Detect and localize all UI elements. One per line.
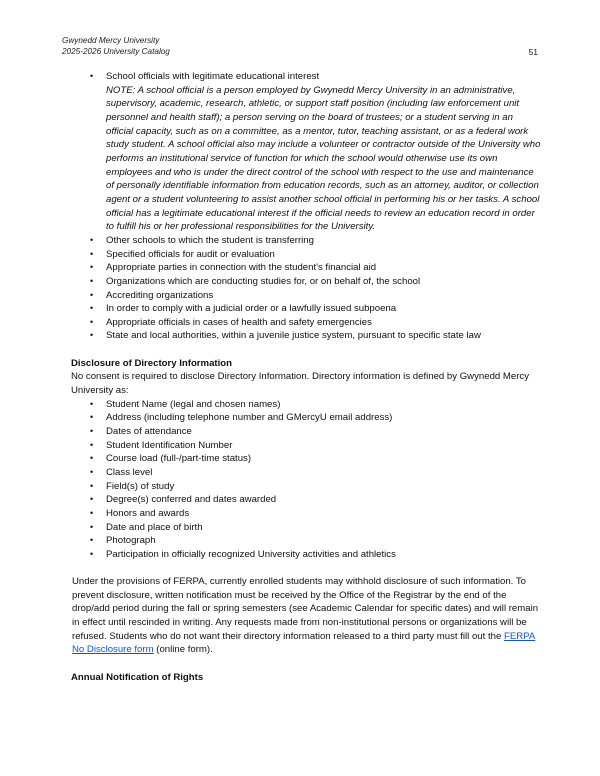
list-item bbox=[71, 439, 541, 453]
list-item bbox=[71, 480, 541, 494]
bullet-icon: • bbox=[90, 316, 94, 327]
list-item-label: Field(s) of study bbox=[106, 480, 175, 492]
list-item bbox=[71, 452, 541, 466]
directory-list bbox=[71, 398, 541, 562]
bullet-icon: • bbox=[90, 548, 94, 559]
list-item-label: Student Identification Number bbox=[106, 439, 233, 451]
list-item bbox=[71, 534, 541, 548]
list-item bbox=[71, 70, 541, 234]
list-item bbox=[71, 275, 541, 289]
bullet-icon: • bbox=[90, 289, 94, 300]
list-item bbox=[71, 466, 541, 480]
list-item-label: Other schools to which the student is transferring bbox=[106, 234, 314, 246]
bullet-icon: • bbox=[90, 71, 94, 81]
bullet-icon: • bbox=[90, 330, 94, 341]
spacer bbox=[71, 562, 541, 576]
list-item bbox=[71, 316, 541, 330]
list-item-label: School officials with legitimate educational interest bbox=[106, 71, 320, 82]
list-item-label: Course load (full-/part-time status) bbox=[106, 453, 252, 465]
list-item-label: Specified officials for audit or evaluation bbox=[106, 248, 275, 260]
bullet-icon: • bbox=[90, 439, 94, 450]
list-item-label: Photograph bbox=[106, 535, 156, 547]
list-item bbox=[71, 507, 541, 521]
ferpa-paragraph bbox=[71, 575, 541, 657]
bullet-icon: • bbox=[90, 480, 94, 491]
header-institution: Gwynedd Mercy University bbox=[62, 36, 160, 45]
page-number: 51 bbox=[528, 46, 538, 57]
list-item-label: Participation in officially recognized University activities and athletics bbox=[106, 548, 396, 560]
bullet-icon: • bbox=[90, 303, 94, 314]
directory-intro: No consent is required to disclose Directory Information. Directory information is defined by Gwynedd Mercy University as: bbox=[71, 371, 530, 397]
list-item-label: Appropriate officials in cases of health and safety emergencies bbox=[106, 316, 372, 328]
bullet-icon: • bbox=[90, 412, 94, 423]
bullet-icon: • bbox=[90, 248, 94, 259]
school-official-note: NOTE: A school official is a person employed by Gwynedd Mercy University in an administrative, supervisory, academic, research, athletic, or support staff position (including law enforcement unit personnel and health staff); a person serving on the board of trustees; or a student serving in an official capacity, such as on a committee, as a mentor, tutor, teaching assistant, or as a federal work study student. A school official also may include a volunteer or contractor outside of the University who performs an institutional service of function for which the school would otherwise use its own employees and who is under the direct control of the school with respect to the use and maintenance of personally identifiable information from education records, such as an attorney, auditor, or collection agent or a student volunteering to assist another school official in performing his or her tasks. A school official has a legitimate educational interest if the official needs to review an education record in order to fulfill his or her professional responsibilities for the University. bbox=[106, 84, 541, 233]
list-item bbox=[71, 234, 541, 248]
bullet-icon: • bbox=[90, 262, 94, 273]
ferpa-text: Under the provisions of FERPA, currently enrolled students may withhold disclosure of such information. To prevent disclosure, written notification must be received by the Office of the Registrar by the end of the drop/add period during the fall or spring semesters (see Academic Calendar for specific dates) and will remain in effect until rescinded in writing. Any requests made from non-institutional persons or organizations will be refused. Students who do not want their directory information released to a third party must fill out the bbox=[72, 576, 539, 642]
list-item bbox=[71, 493, 541, 507]
bullet-icon: • bbox=[90, 426, 94, 436]
list-item bbox=[71, 548, 541, 562]
bullet-icon: • bbox=[90, 494, 94, 505]
list-item-label: Class level bbox=[106, 466, 153, 478]
list-item-label: Dates of attendance bbox=[106, 426, 192, 437]
bullet-icon: • bbox=[90, 466, 94, 477]
disclosure-list bbox=[71, 70, 541, 343]
list-item bbox=[71, 521, 541, 535]
bullet-icon: • bbox=[90, 398, 94, 409]
bullet-icon: • bbox=[90, 507, 94, 518]
list-item bbox=[71, 329, 541, 343]
list-item bbox=[71, 302, 541, 316]
bullet-icon: • bbox=[90, 453, 94, 464]
list-item-label: Appropriate parties in connection with the student's financial aid bbox=[106, 262, 377, 274]
list-item bbox=[71, 261, 541, 275]
list-item bbox=[71, 398, 541, 412]
list-item-label: Organizations which are conducting studies for, or on behalf of, the school bbox=[106, 275, 421, 287]
bullet-icon: • bbox=[90, 521, 94, 532]
list-item-label: Address (including telephone number and GMercyU email address) bbox=[106, 412, 393, 424]
section-heading-annual: Annual Notification of Rights bbox=[71, 671, 204, 683]
list-item-label: Student Name (legal and chosen names) bbox=[106, 398, 281, 410]
list-item bbox=[71, 411, 541, 425]
list-item bbox=[71, 425, 541, 439]
list-item-label: In order to comply with a judicial order or a lawfully issued subpoena bbox=[106, 303, 397, 315]
page-content bbox=[71, 70, 541, 684]
ferpa-text-after: (online form). bbox=[153, 644, 213, 656]
page-header bbox=[62, 36, 538, 57]
section-heading-directory: Disclosure of Directory Information bbox=[71, 357, 232, 369]
header-catalog: 2025-2026 University Catalog bbox=[62, 46, 170, 56]
list-item-label: Date and place of birth bbox=[106, 521, 203, 533]
list-item-label: Accrediting organizations bbox=[106, 289, 214, 301]
list-item-label: Degree(s) conferred and dates awarded bbox=[106, 494, 277, 506]
list-item-label: Honors and awards bbox=[106, 507, 190, 519]
list-item bbox=[71, 248, 541, 262]
bullet-icon: • bbox=[90, 275, 94, 286]
bullet-icon: • bbox=[90, 535, 94, 546]
list-item-label: State and local authorities, within a juvenile justice system, pursuant to specific state law bbox=[106, 330, 481, 342]
list-item bbox=[71, 289, 541, 303]
bullet-icon: • bbox=[90, 234, 94, 245]
ferpa-no-disclosure-form-link[interactable]: FERPA No Disclosure form bbox=[72, 630, 536, 656]
